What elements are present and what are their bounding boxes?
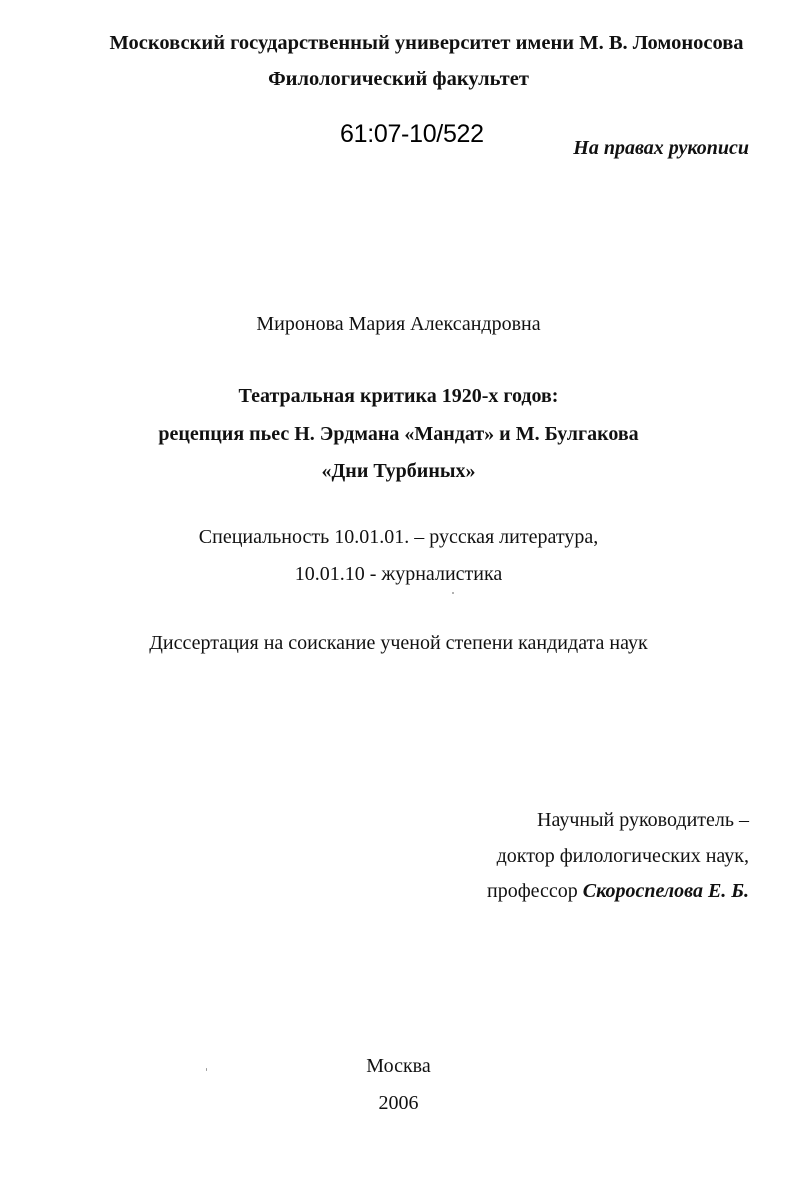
speciality-line-2: 10.01.10 - журналистика bbox=[294, 563, 503, 585]
library-code-stamp: 61:07-10/522 bbox=[340, 120, 484, 148]
author-name: Миронова Мария Александровна bbox=[256, 313, 541, 335]
dissertation-title-line-2: рецепция пьес Н. Эрдмана «Мандат» и М. Булгакова bbox=[158, 423, 639, 445]
dissertation-title-line-1: Театральная критика 1920-х годов: bbox=[238, 385, 559, 407]
degree-statement: Диссертация на соискание ученой степени кандидата наук bbox=[149, 632, 648, 654]
dissertation-title-line-3: «Дни Турбиных» bbox=[321, 460, 476, 482]
city: Москва bbox=[366, 1055, 431, 1077]
supervisor-degree: доктор филологических наук, bbox=[496, 845, 749, 867]
supervisor-role: Научный руководитель – bbox=[537, 809, 749, 831]
supervisor-name: Скороспелова Е. Б. bbox=[582, 880, 749, 902]
speciality-line-1: Специальность 10.01.01. – русская литература, bbox=[198, 526, 599, 548]
manuscript-rights-note: На правах рукописи bbox=[573, 137, 749, 159]
year: 2006 bbox=[378, 1092, 419, 1114]
supervisor-name-line bbox=[487, 881, 749, 901]
faculty-name: Филологический факультет bbox=[268, 68, 529, 90]
university-name: Московский государственный университет имени М. В. Ломоносова bbox=[109, 32, 744, 54]
supervisor-title: профессор bbox=[487, 880, 583, 902]
scan-speck bbox=[452, 592, 454, 594]
scan-speck bbox=[206, 1068, 207, 1071]
